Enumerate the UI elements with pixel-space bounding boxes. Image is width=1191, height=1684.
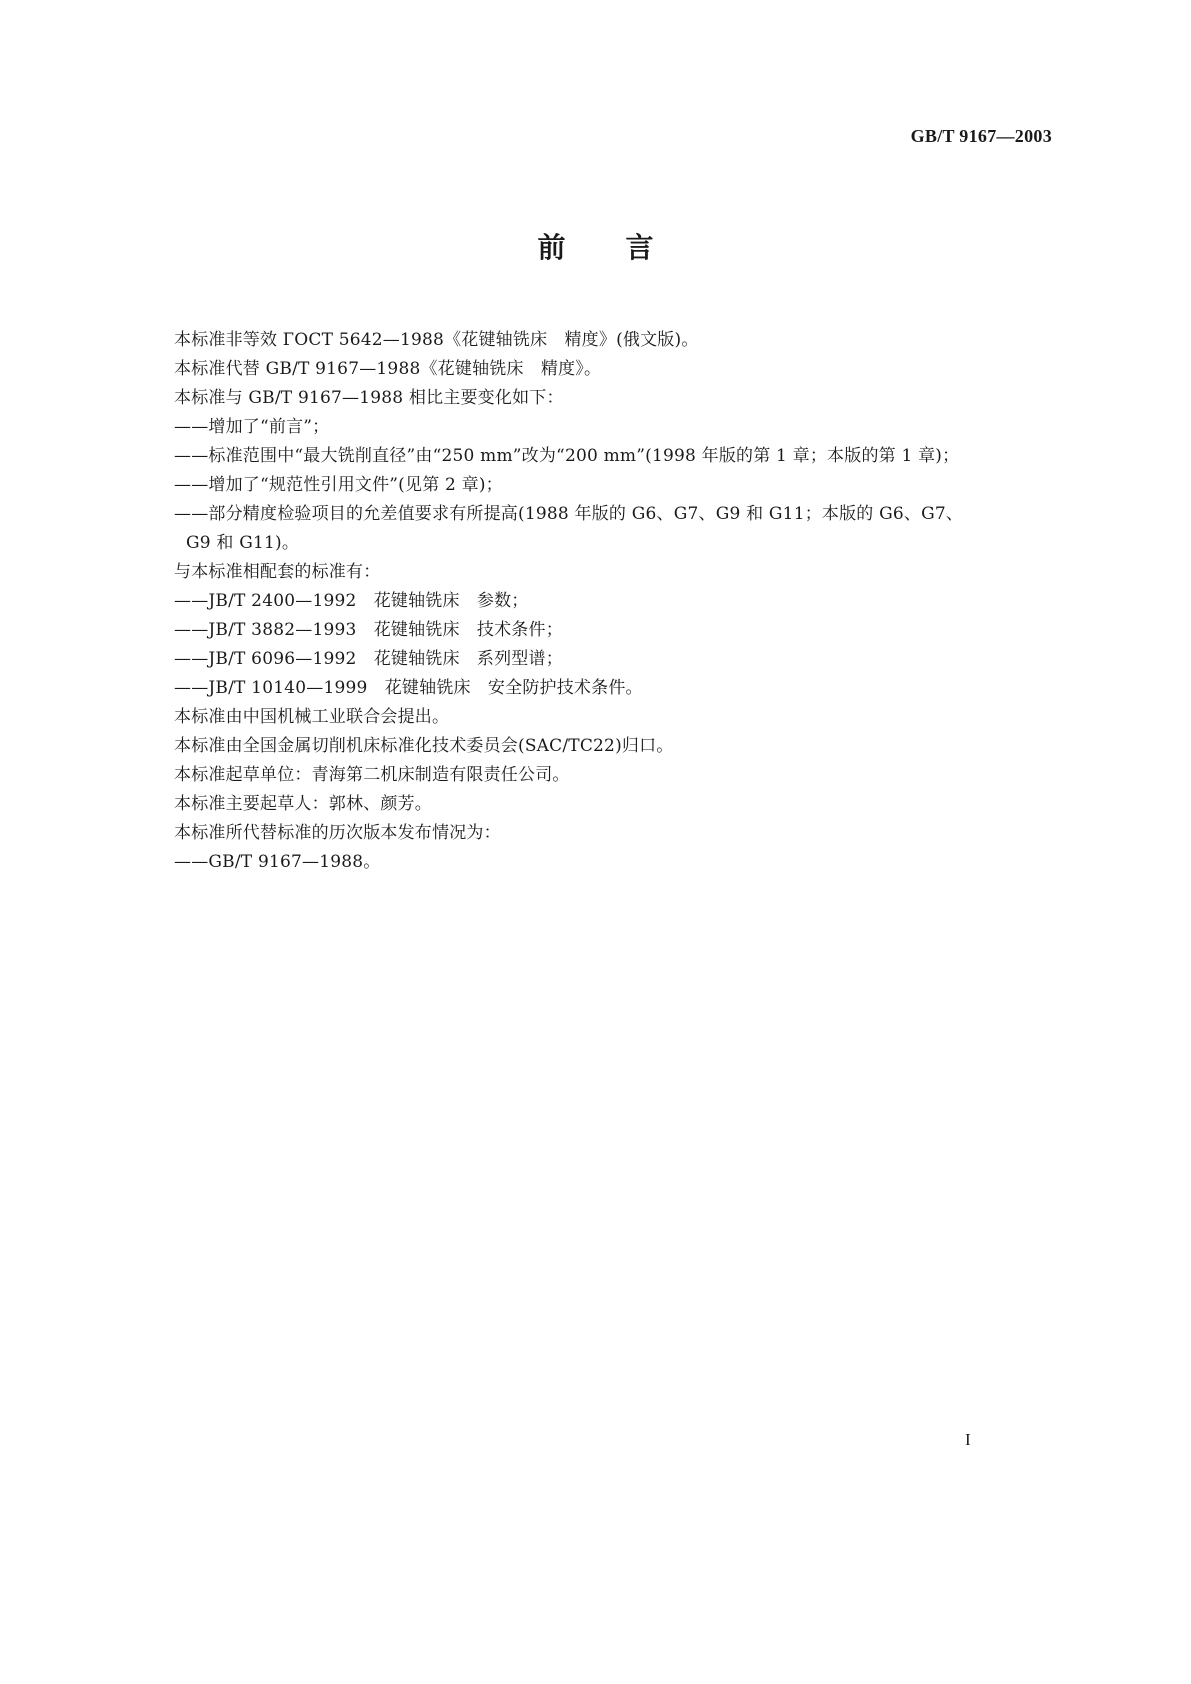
text-line: 本标准由全国金属切削机床标准化技术委员会(SAC/TC22)归口。 — [174, 736, 674, 756]
text-line: ——JB/T 2400—1992 花键轴铣床 参数； — [174, 591, 529, 611]
page-number: I — [965, 1430, 971, 1449]
text-line: 与本标准相配套的标准有： — [174, 562, 381, 582]
text-line: ——增加了“规范性引用文件”(见第 2 章)； — [174, 475, 503, 495]
text-line: 本标准由中国机械工业联合会提出。 — [174, 707, 450, 727]
text-line: G9 和 G11)。 — [186, 533, 300, 553]
text-line: ——JB/T 3882—1993 花键轴铣床 技术条件； — [174, 620, 563, 640]
text-line: ——部分精度检验项目的允差值要求有所提高(1988 年版的 G6、G7、G9 和 G11；本版的 G6、G7、 — [174, 504, 964, 524]
text-line: 本标准主要起草人：郭林、颜芳。 — [174, 794, 432, 814]
document-code: GB/T 9167—2003 — [910, 126, 1052, 146]
text-line: ——GB/T 9167—1988。 — [174, 852, 381, 872]
text-line: 本标准非等效 ГОСТ 5642—1988《花键轴铣床 精度》(俄文版)。 — [174, 330, 699, 350]
page-title: 前言 — [537, 231, 714, 264]
text-line: ——JB/T 6096—1992 花键轴铣床 系列型谱； — [174, 649, 563, 669]
text-line: 本标准所代替标准的历次版本发布情况为： — [174, 823, 501, 843]
text-line: ——标准范围中“最大铣削直径”由“250 mm”改为“200 mm”(1998 年版的第 1 章；本版的第 1 章)； — [174, 446, 960, 466]
text-line: ——JB/T 10140—1999 花键轴铣床 安全防护技术条件。 — [174, 678, 643, 698]
foreword-body — [174, 326, 1054, 877]
text-line: 本标准起草单位：青海第二机床制造有限责任公司。 — [174, 765, 570, 785]
text-line: ——增加了“前言”； — [174, 417, 330, 437]
text-line: 本标准代替 GB/T 9167—1988《花键轴铣床 精度》。 — [174, 359, 602, 379]
text-line: 本标准与 GB/T 9167—1988 相比主要变化如下： — [174, 388, 564, 408]
